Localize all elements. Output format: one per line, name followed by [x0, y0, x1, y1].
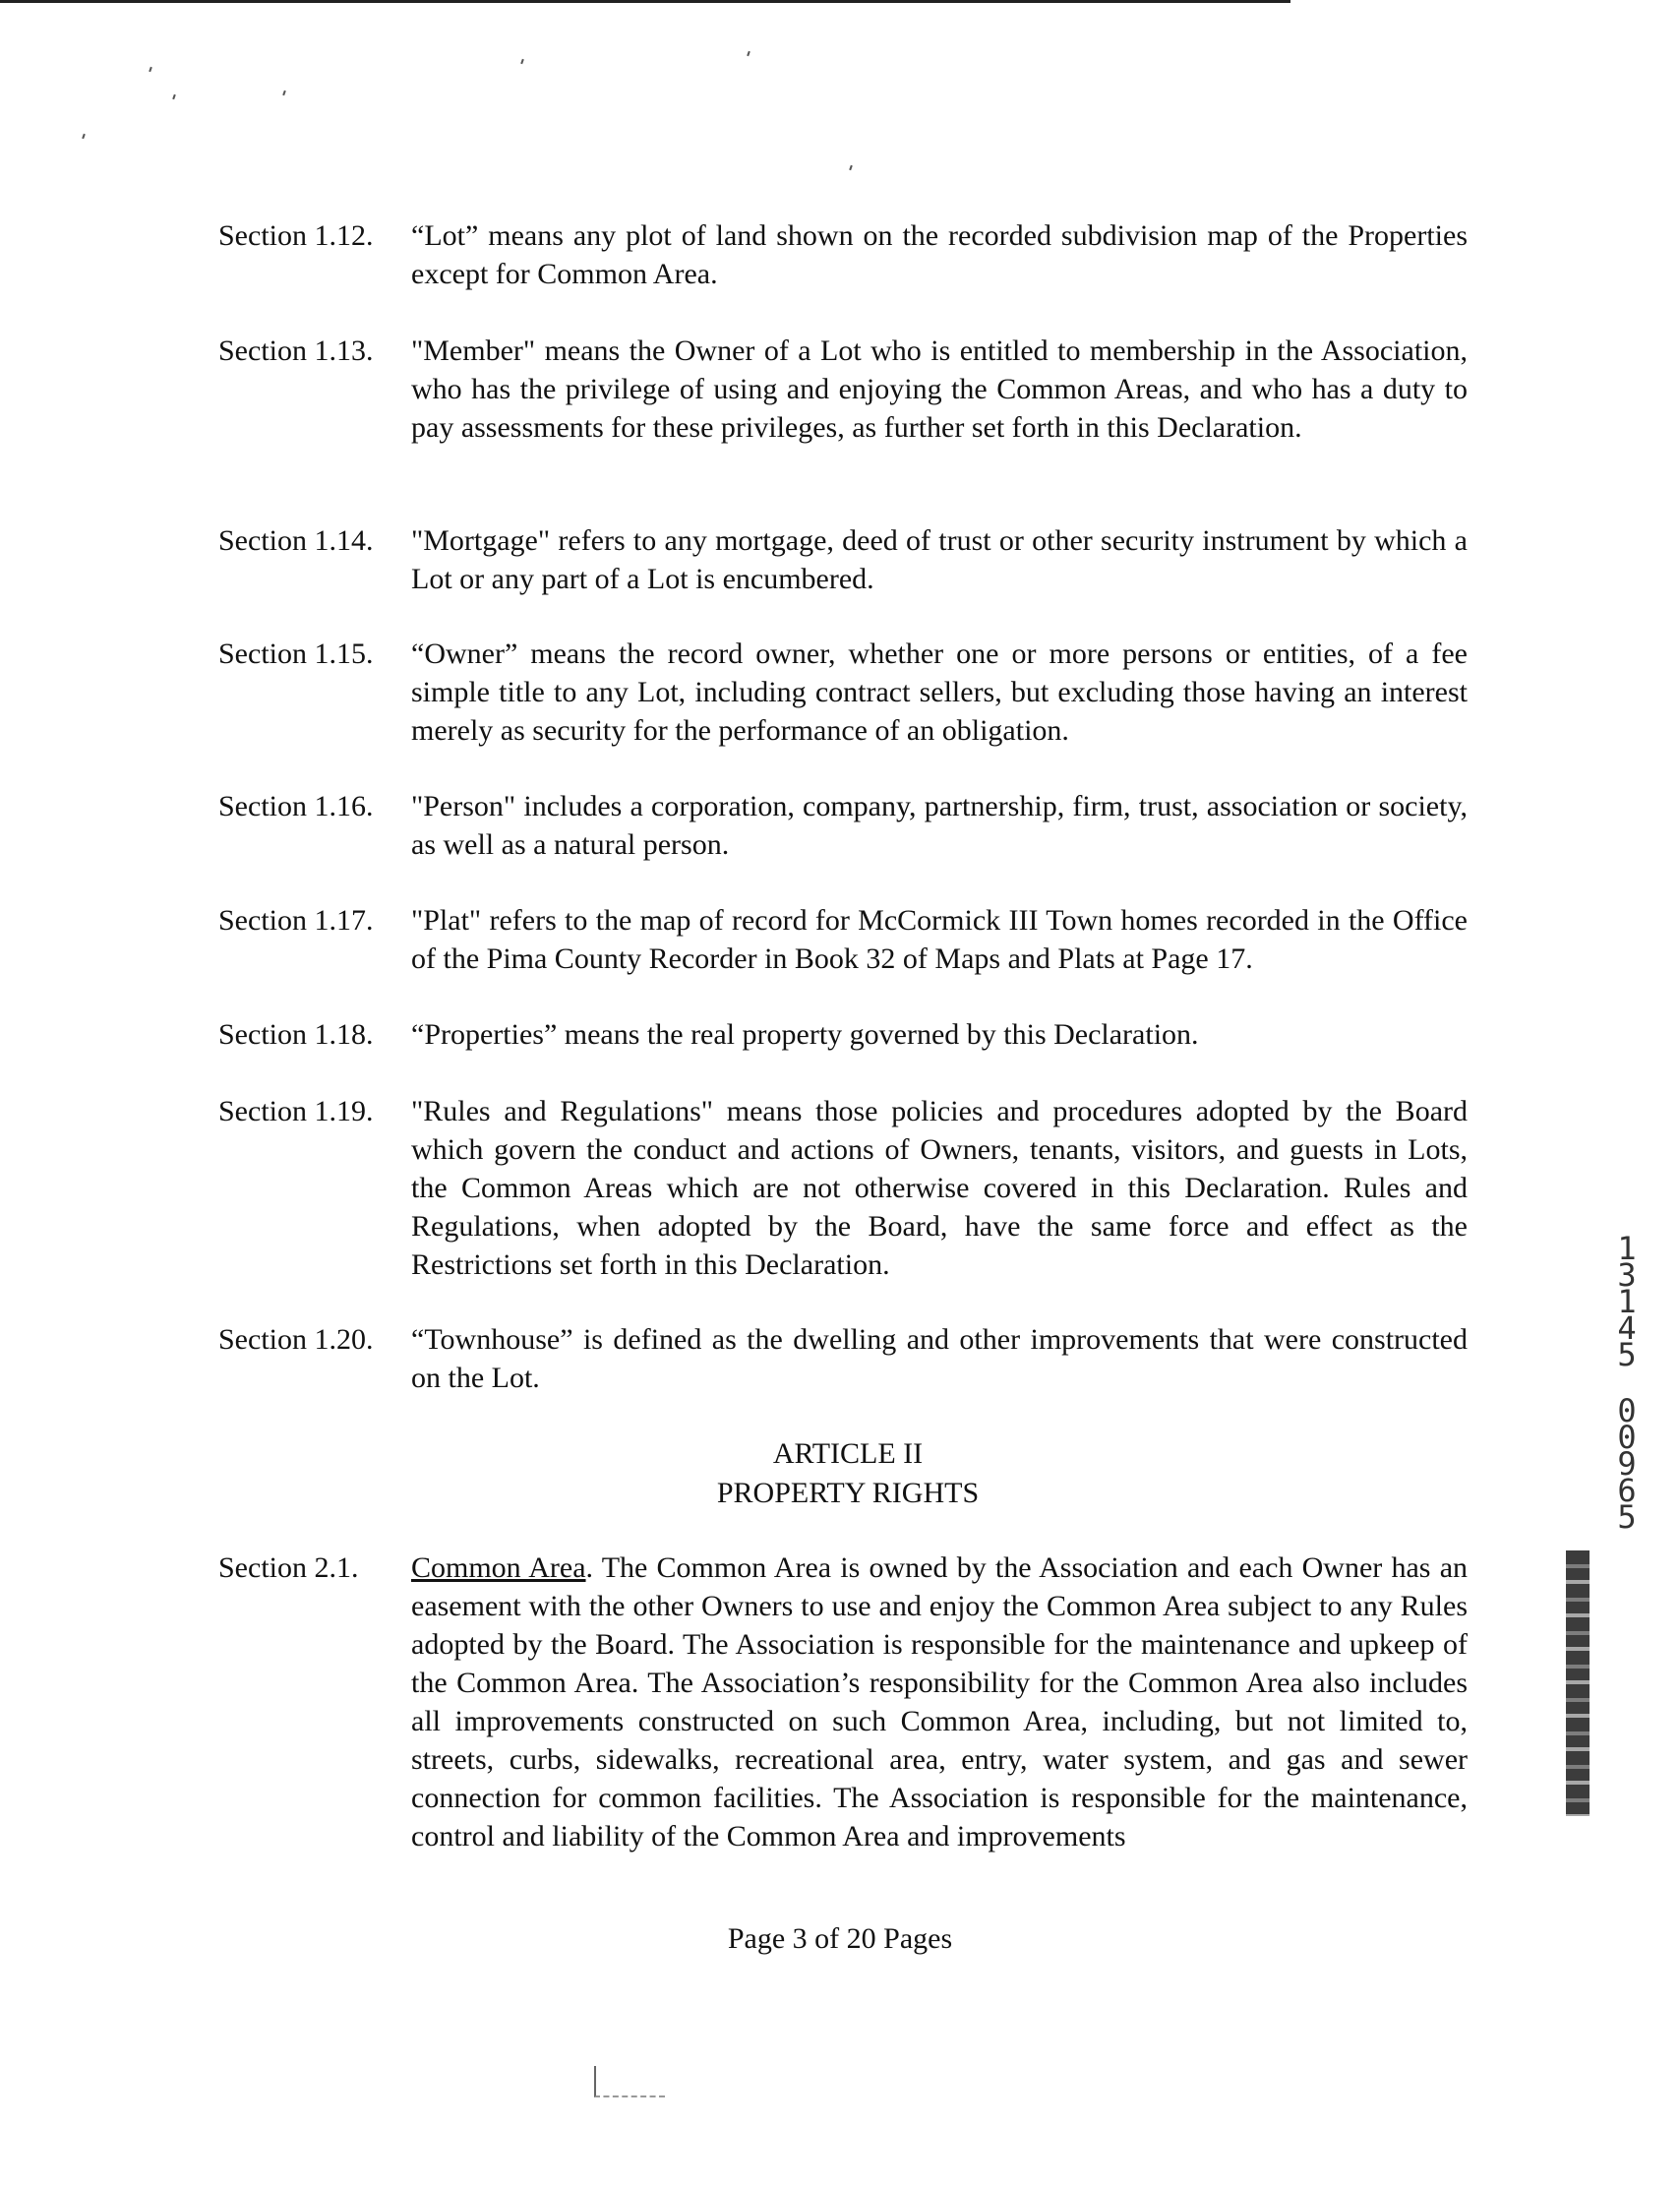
section-1-16	[218, 787, 1468, 864]
stamp-digit: 4	[1617, 1309, 1637, 1347]
stamp-digit: 9	[1617, 1445, 1637, 1483]
section-number: Section 1.19.	[218, 1095, 374, 1127]
section-number: Section 1.17.	[218, 904, 374, 937]
scan-top-rule	[0, 0, 1290, 3]
section-text: "Member" means the Owner of a Lot who is entitled to membership in the Association, who has the privilege of using and enjoying the Common Areas, and who has a duty to pay assessments for these privileges, as further set forth in this Declaration.	[411, 334, 1468, 444]
section-1-15	[218, 635, 1468, 750]
scan-speck	[282, 91, 286, 95]
stamp-digit: 0	[1617, 1419, 1637, 1456]
stamp-digit: 1	[1617, 1283, 1637, 1320]
section-1-13	[218, 332, 1468, 447]
stamp-digit: 6	[1617, 1472, 1637, 1509]
section-text: "Plat" refers to the map of record for McCormick III Town homes recorded in the Office of the Pima County Recorder in Book 32 of Maps and Plats at Page 17.	[411, 904, 1468, 975]
scan-speck	[520, 59, 524, 64]
stamp-digit: 5	[1617, 1498, 1637, 1536]
stamp-digit: 1	[1617, 1230, 1637, 1267]
section-1-18	[218, 1015, 1468, 1054]
section-heading: Common Area	[411, 1551, 586, 1584]
section-text: "Rules and Regulations" means those policies and procedures adopted by the Board which govern the conduct and actions of Owners, tenants, visitors, and guests in Lots, the Common Areas which are not otherwise covered in this Declaration. Rules and Regulations, when adopted by the Board, have the same force and effect as the Restrictions set forth in this Declaration.	[411, 1095, 1468, 1281]
section-number: Section 1.20.	[218, 1323, 374, 1356]
section-number: Section 1.14.	[218, 524, 374, 557]
section-number: Section 1.16.	[218, 790, 374, 822]
section-1-20	[218, 1320, 1468, 1397]
section-text: “Townhouse” is defined as the dwelling and other improvements that were constructed on the Lot.	[411, 1323, 1468, 1394]
recording-number-stamp	[1607, 1230, 1647, 1536]
section-number: Section 1.13.	[218, 334, 374, 367]
scan-speck	[747, 51, 750, 56]
section-number: Section 2.1.	[218, 1551, 359, 1584]
scan-speck	[82, 134, 86, 139]
section-text: "Person" includes a corporation, company, partnership, firm, trust, association or society, as well as a natural person.	[411, 790, 1468, 861]
article-title: ARTICLE II	[772, 1437, 924, 1470]
page-number-footer: Page 3 of 20 Pages	[727, 1922, 953, 1955]
scan-speck	[149, 67, 152, 72]
section-number: Section 1.18.	[218, 1018, 374, 1051]
article-subtitle: PROPERTY RIGHTS	[716, 1477, 980, 1509]
scan-speck	[172, 94, 176, 99]
section-text: "Mortgage" refers to any mortgage, deed of trust or other security instrument by which a Lot or any part of a Lot is encumbered.	[411, 524, 1468, 595]
recorder-seal-stamp	[1566, 1550, 1590, 1816]
section-body-text: . The Common Area is owned by the Association and each Owner has an easement with the other Owners to use and enjoy the Common Area subject to any Rules adopted by the Board. The Association is responsible for the maintenance and upkeep of the Common Area. The Association’s responsibility for the Common Area also includes all improvements constructed on such Common Area, including, but not limited to, streets, curbs, sidewalks, recreational area, entry, water system, and gas and sewer connection for common facilities. The Association is responsible for the maintenance, control and liability of the Common Area and improvements	[411, 1551, 1469, 1852]
section-text	[411, 1548, 1468, 1855]
section-number: Section 1.15.	[218, 638, 374, 670]
stamp-digit: 3	[1617, 1256, 1637, 1294]
section-text: “Lot” means any plot of land shown on the recorded subdivision map of the Properties except for Common Area.	[411, 219, 1468, 290]
scan-speck	[849, 165, 853, 170]
section-1-14	[218, 521, 1468, 598]
section-text: “Owner” means the record owner, whether one or more persons or entities, of a fee simple title to any Lot, including contract sellers, but excluding those having an interest merely as security for the performance of an obligation.	[411, 638, 1468, 747]
section-text: “Properties” means the real property governed by this Declaration.	[411, 1018, 1199, 1051]
section-2-1	[218, 1548, 1468, 1855]
stamp-digit: 0	[1617, 1392, 1637, 1429]
section-1-12	[218, 216, 1468, 293]
section-number: Section 1.12.	[218, 219, 374, 252]
section-1-19	[218, 1092, 1468, 1284]
scan-mark	[594, 2066, 665, 2097]
stamp-digit: 5	[1617, 1336, 1637, 1373]
section-1-17	[218, 901, 1468, 978]
